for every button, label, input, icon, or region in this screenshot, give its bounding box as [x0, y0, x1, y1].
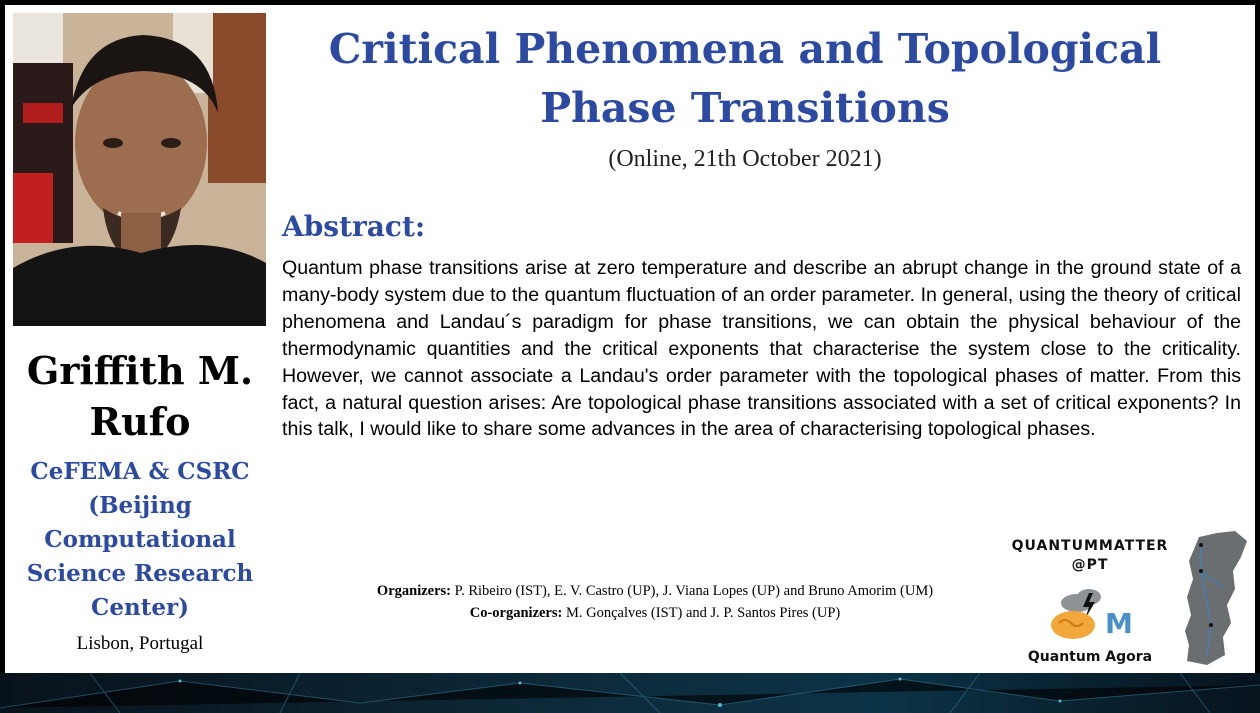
quantum-matter-logo-text: QUANTUMMATTER @PT — [1011, 538, 1169, 573]
abstract-heading: Abstract: — [282, 210, 426, 243]
abstract-text: Quantum phase transitions arise at zero temperature and describe an abrupt change in the ground state of a many-body system due to the quantum fluctuation of an order parameter. In general, using the theory of critical phenomena and Landau´s paradigm for phase transitions, we can obtain the physical behaviour of the thermodynamic quantities and the critical exponents that characterise the system close to the criticality. However, we cannot associate a Landau's order parameter with the topological phases of matter. From this fact, a natural question arises: Are topological phase transitions associated with a set of critical exponents? In this talk, I would like to share some advances in the area of characterising topological phases. — [282, 257, 1241, 441]
speaker-affiliation: CeFEMA & CSRC (Beijing Computational Science Research Center) — [26, 458, 254, 621]
organizers-names: P. Ribeiro (IST), E. V. Castro (UP), J. Viana Lopes (UP) and Bruno Amorim (UM) — [454, 583, 934, 599]
organizers-line — [305, 580, 1005, 602]
speaker-info — [5, 345, 275, 655]
co-organizers-line — [305, 602, 1005, 624]
portugal-map-icon — [1177, 527, 1251, 669]
logo-letter: M — [1105, 607, 1133, 640]
quantum-agora-logo — [1045, 587, 1135, 645]
co-organizers-label: Co-organizers: — [469, 605, 563, 621]
speaker-name: Griffith M. Rufo — [26, 348, 254, 444]
talk-title: Critical Phenomena and Topological Phase Transitions — [328, 25, 1162, 132]
slide-card — [5, 5, 1255, 673]
decorative-footer-band — [0, 673, 1260, 713]
quantum-agora-label: Quantum Agora — [1027, 649, 1153, 665]
talk-date: (Online, 21th October 2021) — [608, 146, 882, 172]
organizers-label: Organizers: — [376, 583, 452, 599]
co-organizers-names: M. Gonçalves (IST) and J. P. Santos Pires (UP) — [565, 605, 841, 621]
organizers-block — [305, 580, 1005, 624]
speaker-photo — [13, 13, 266, 326]
speaker-location: Lisbon, Portugal — [76, 633, 204, 654]
